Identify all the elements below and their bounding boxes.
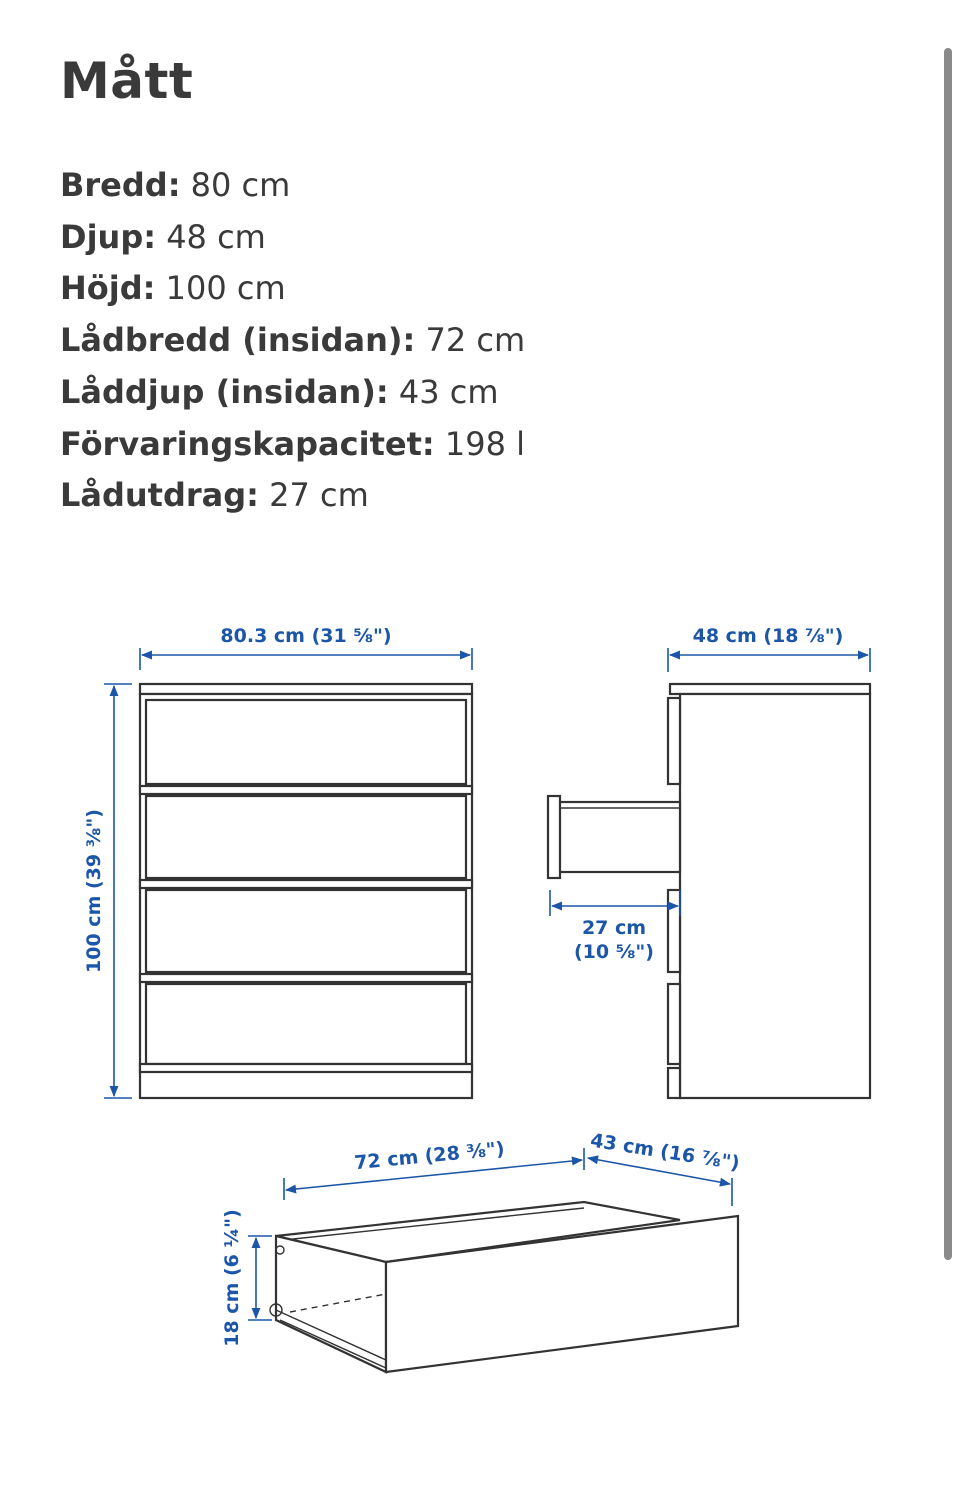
spec-list [60, 160, 525, 522]
extension-inch-label: (10 ⅝") [574, 941, 654, 963]
spec-storage-capacity [60, 419, 525, 471]
dimension-drawing [0, 560, 960, 1420]
spec-value: 198 l [444, 424, 525, 463]
spec-value: 27 cm [269, 476, 369, 515]
spec-height [60, 263, 525, 315]
spec-drawer-depth [60, 367, 525, 419]
spec-value: 100 cm [165, 269, 286, 308]
spec-label: Höjd: [60, 269, 156, 308]
extension-label: 27 cm [581, 917, 647, 939]
page-title: Mått [60, 52, 194, 110]
spec-drawer-extension [60, 470, 525, 522]
drawer-width-label: 72 cm (28 ⅜") [353, 1137, 506, 1175]
spec-depth [60, 212, 525, 264]
drawer-height-label: 18 cm (6 ¼") [221, 1209, 243, 1347]
drawer-depth-label: 43 cm (16 ⅞") [588, 1129, 742, 1175]
spec-value: 72 cm [425, 321, 526, 360]
spec-label: Djup: [60, 217, 157, 256]
spec-label: Lådutdrag: [60, 476, 259, 515]
drawer-view [221, 1129, 741, 1372]
spec-label: Låddjup (insidan): [60, 372, 389, 411]
spec-label: Lådbredd (insidan): [60, 321, 416, 360]
depth-label: 48 cm (18 ⅞") [692, 625, 844, 647]
spec-drawer-width [60, 315, 525, 367]
spec-value: 80 cm [190, 166, 291, 204]
spec-value: 43 cm [398, 372, 499, 411]
spec-label: Bredd: [60, 166, 181, 204]
side-view [548, 625, 870, 1098]
spec-label: Förvaringskapacitet: [60, 424, 435, 463]
spec-width [60, 160, 525, 212]
front-width-label: 80.3 cm (31 ⅝") [220, 625, 392, 647]
spec-value: 48 cm [166, 217, 266, 256]
height-label: 100 cm (39 ⅜") [83, 809, 105, 973]
front-view [83, 625, 472, 1098]
